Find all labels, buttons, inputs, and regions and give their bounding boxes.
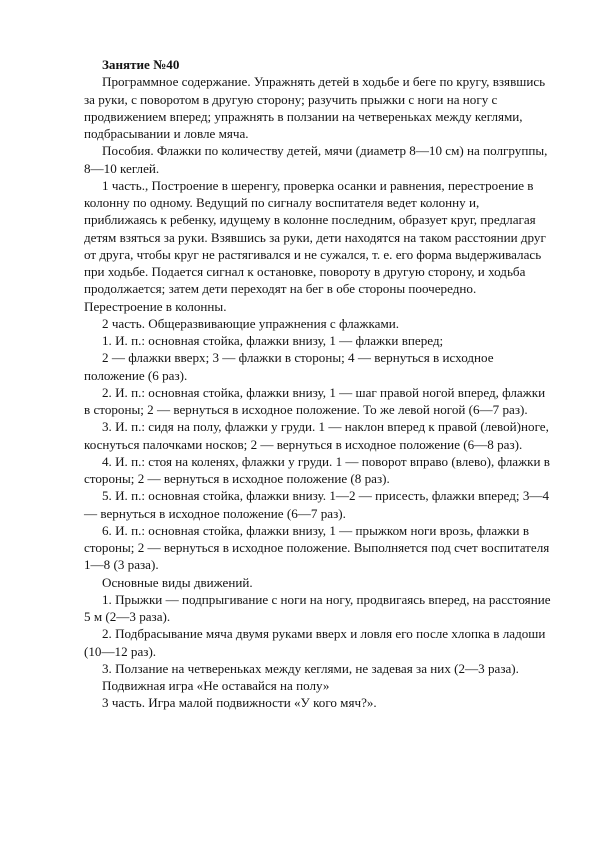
paragraph-movement-jumps: 1. Прыжки — подпрыгивание с ноги на ногу, продвигаясь вперед, на расстояние 5 м (2—3 раза). — [84, 591, 551, 624]
paragraph-part-2-heading: 2 часть. Общеразвивающие упражнения с флажками. — [102, 315, 400, 331]
paragraph-exercise-1-cont: 2 — флажки вверх; 3 — флажки в стороны; 4 — вернуться в исходное положение (6 раз). — [84, 350, 494, 383]
document-body — [84, 56, 552, 712]
paragraph-exercise-1: 1. И. п.: основная стойка, флажки внизу, 1 — флажки вперед; — [102, 333, 444, 348]
paragraph-part-3: 3 часть. Игра малой подвижности «У кого мяч?». — [102, 695, 377, 711]
paragraph-exercise-6: 6. И. п.: основная стойка, флажки внизу, 1 — прыжком ноги врозь, флажки в стороны; 2 — вернуться в исходное положение. Выполняется под счет воспитателя 1—8 (3 раза). — [84, 522, 550, 573]
lesson-title: Занятие №40 — [102, 57, 180, 72]
paragraph-exercise-4: 4. И. п.: стоя на коленях, флажки у груди. 1 — поворот вправо (влево), флажки в стороны; 2 — вернуться в исходное положение (8 раз). — [84, 453, 550, 486]
paragraph-active-game: Подвижная игра «Не оставайся на полу» — [102, 678, 330, 693]
paragraph-exercise-5: 5. И. п.: основная стойка, флажки внизу. 1—2 — присесть, флажки вперед; 3—4 — вернуться в исходное положение (6—7 раз). — [84, 488, 550, 521]
paragraph-materials: Пособия. Флажки по количеству детей, мячи (диаметр 8—10 см) на полгруппы, 8—10 кеглей. — [84, 143, 548, 176]
paragraph-part-1: 1 часть., Построение в шеренгу, проверка осанки и равнения, перестроение в колонну по одному. Ведущий по сигналу воспитателя ведет колонну и, приближаясь к ребенку, идущему в колонне последним, образует круг, предлагая детям взяться за руки. Взявшись за руки, дети находятся на таком расстоянии друг от друга, чтобы круг не растягивался и не сужался, т. е. его форма выдерживалась при ходьбе. Подается сигнал к остановке, повороту в другую сторону, и ходьба продолжается; затем дети переходят на бег в обе стороны поочередно. Перестроение в колонны. — [84, 177, 546, 314]
paragraph-program-content: Программное содержание. Упражнять детей в ходьбе и беге по кругу, взявшись за руки, с поворотом в другую сторону; разучить прыжки с ноги на ногу с продвижением вперед; упражнять в ползании на четвереньках между кеглями, подбрасывании и ловле мяча. — [84, 74, 546, 141]
paragraph-exercise-3: 3. И. п.: сидя на полу, флажки у груди. 1 — наклон вперед к правой (левой)ноге, коснуться палочками носков; 2 — вернуться в исходное положение (6—8 раз). — [84, 419, 549, 452]
paragraph-movement-ball: 2. Подбрасывание мяча двумя руками вверх и ловля его после хлопка в ладоши (10—12 раз). — [84, 626, 546, 659]
paragraph-exercise-2: 2. И. п.: основная стойка, флажки внизу, 1 — шаг правой ногой вперед, флажки в стороны; 2 — вернуться в исходное положение. То же левой ногой (6—7 раз). — [84, 384, 546, 417]
paragraph-movement-crawling: 3. Ползание на четвереньках между кеглями, не задевая за них (2—3 раза). — [102, 660, 519, 676]
paragraph-main-movements-heading: Основные виды движений. — [102, 574, 253, 590]
